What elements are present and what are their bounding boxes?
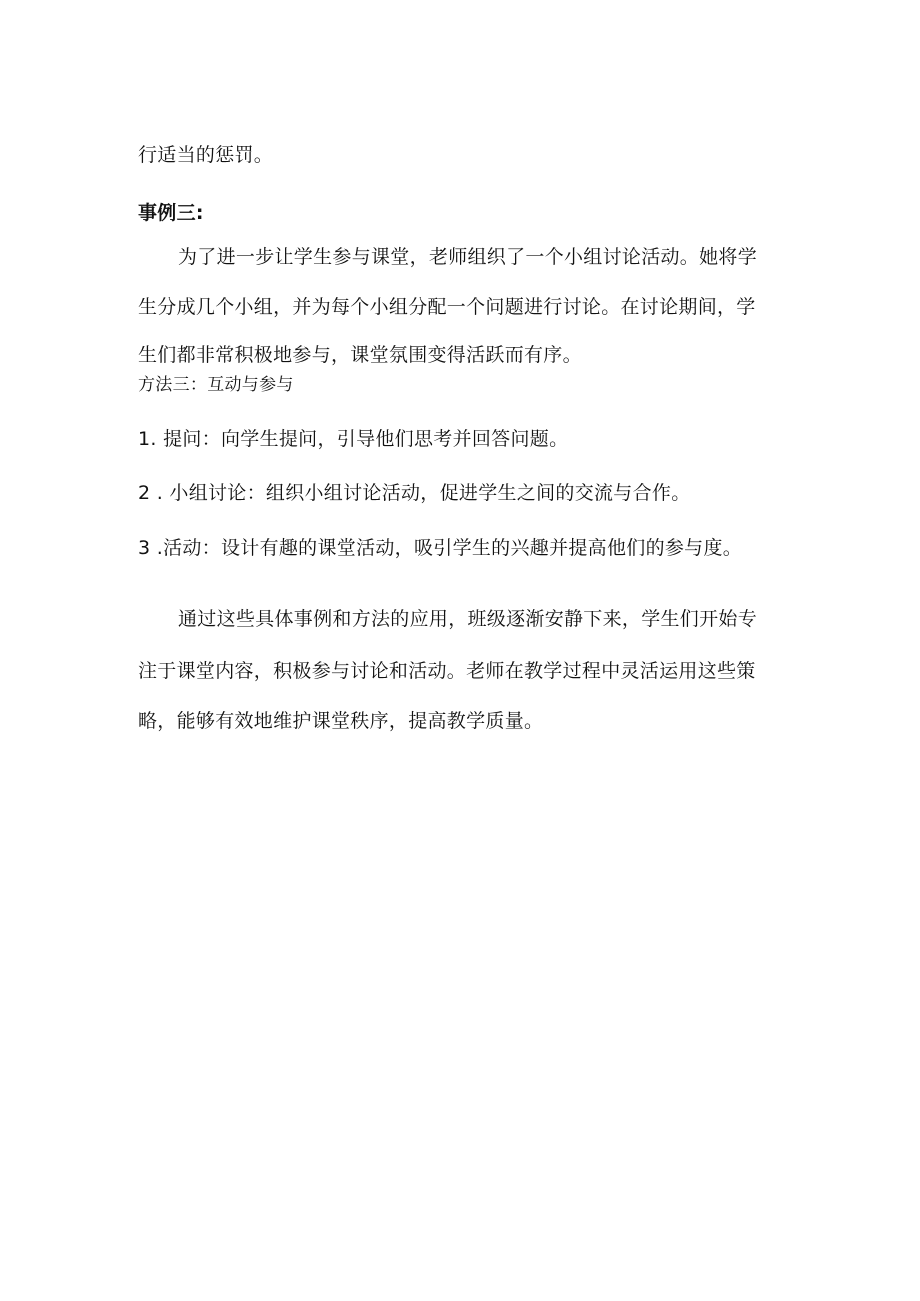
case3-heading: 事例三: [138, 202, 204, 224]
continuation-text: 行适当的惩罚。 [138, 144, 274, 166]
method3-item-2: 2 . 小组讨论：组织小组讨论活动，促进学生之间的交流与合作。 [138, 482, 691, 504]
case3-paragraph-line-2: 生分成几个小组，并为每个小组分配一个问题进行讨论。在讨论期间，学 [138, 296, 756, 318]
conclusion-paragraph-line-3: 略，能够有效地维护课堂秩序，提高教学质量。 [138, 710, 544, 732]
conclusion-paragraph-line-2: 注于课堂内容，积极参与讨论和活动。老师在教学过程中灵活运用这些策 [138, 660, 756, 682]
method3-item-3: 3 .活动：设计有趣的课堂活动，吸引学生的兴趣并提高他们的参与度。 [138, 537, 743, 559]
case3-paragraph-line-1: 为了进一步让学生参与课堂，老师组织了一个小组讨论活动。她将学 [178, 246, 758, 268]
method3-item-1: 1. 提问：向学生提问，引导他们思考并回答问题。 [138, 428, 569, 450]
conclusion-paragraph-line-1: 通过这些具体事例和方法的应用，班级逐渐安静下来，学生们开始专 [178, 608, 758, 630]
method3-title: 方法三：互动与参与 [138, 375, 294, 395]
case3-paragraph-line-3: 生们都非常积极地参与，课堂氛围变得活跃而有序。 [138, 344, 582, 366]
